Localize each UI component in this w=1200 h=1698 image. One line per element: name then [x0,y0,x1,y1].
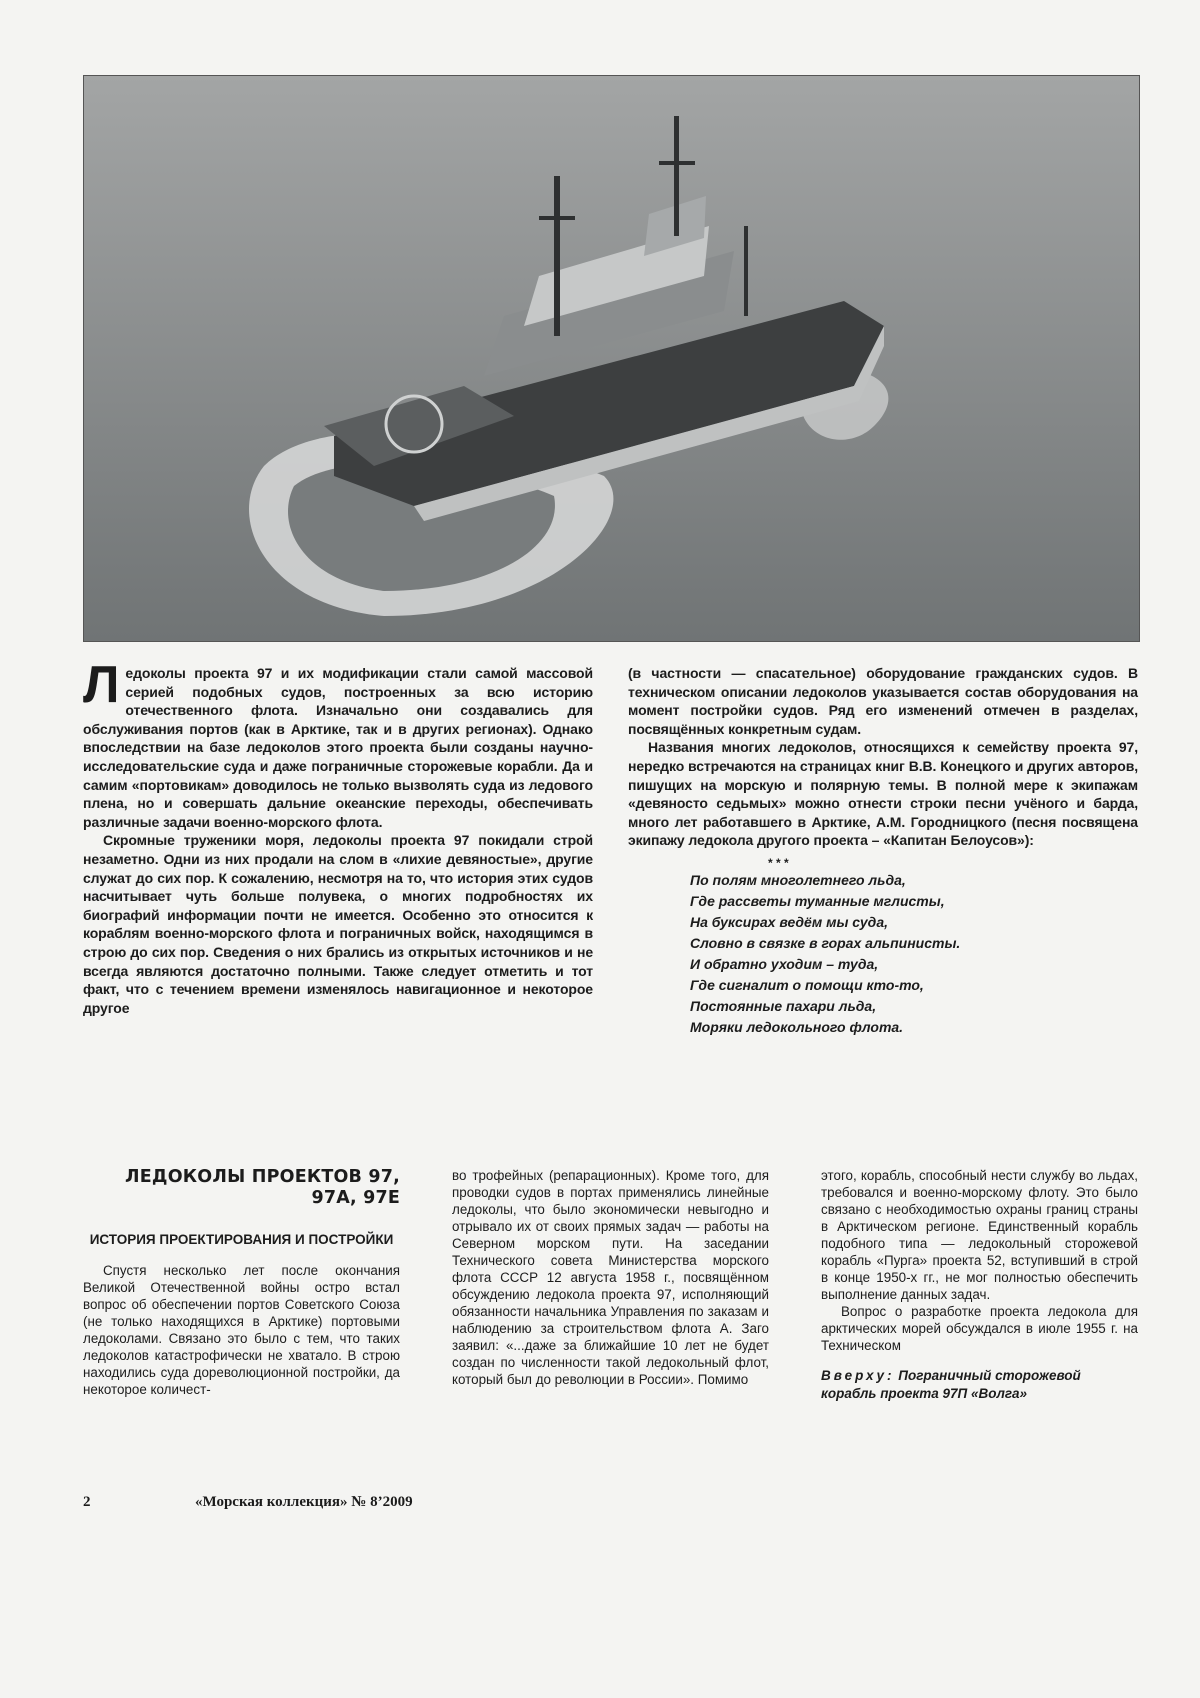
section-subtitle: ИСТОРИЯ ПРОЕКТИРОВАНИЯ И ПОСТРОЙКИ [89,1232,394,1247]
article-column-1 [83,1167,400,1403]
intro-paragraph: Ледоколы проекта 97 и их модификации стали самой массовой серией подобных судов, построенных за всю историю отечественного флота. Изначально они создавались для обслуживания портов (как в Арктике, так и в других регионах). Однако впоследствии на базе ледоколов этого проекта были созданы научно-исследовательские суда и даже пограничные сторожевые корабли. Да и самим «портовикам» доводилось не только вызволять суда из ледового плена, но и совершать дальние океанские переходы, обеспечивать различные задачи военно-морского флота. [83,656,593,830]
magazine-issue: «Морская коллекция» № 8’2009 [195,1494,413,1510]
caption-lead: Вверху: [821,1368,895,1383]
poem-line: По полям многолетнего льда, [690,871,906,888]
intro-column-right [628,664,1138,1038]
intro-paragraph: (в частности — спасательное) оборудование гражданских судов. В техническом описании ледоколов указывается состав оборудования на момент постройки судов. Ряд его изменений отмечен в разделах, посвящённых конкретным судам. [628,665,1138,737]
section-title: ЛЕДОКОЛЫ ПРОЕКТОВ 97, 97А, 97Е [125,1167,400,1208]
ship-photo [83,75,1140,642]
intro-column-left [83,656,593,1038]
article-paragraph: во трофейных (репарационных). Кроме того, для проводки судов в портах применялись линейные ледоколы, что было экономически невыгодно и отрывало их от своих прямых задач — работы на Северном морском пути. На заседании Технического совета Министерства морского флота СССР 12 августа 1958 г., посвящённом обсуждению ледокола проекта 97, исполняющий обязанности начальника Управления по заказам и наблюдению за строительством флота А. Заго заявил: «...даже за ближайшие 10 лет не будет создан по численности такой ледокольный флот, который был до революции в России». Помимо [452,1168,769,1387]
poem-line: Моряки ледокольного флота. [690,1018,904,1035]
poem-stars: * * * [768,855,789,870]
caption-text: Пограничный сторожевой корабль проекта 97П «Волга» [821,1368,1081,1401]
poem-line: И обратно уходим – туда, [690,955,879,972]
poem-line: Словно в связке в горах альпинисты. [690,934,961,951]
photo-caption [821,1367,1138,1403]
article-paragraph: этого, корабль, способный нести службу во льдах, требовался и военно-морскому флоту. Это было связано с необходимостью охраны границ страны в Арктическом регионе. Единственный корабль подобного типа — ледокольный сторожевой корабль «Пурга» проекта 52, вступивший в строй в конце 1950-х гг., не мог полностью обеспечить выполнение данных задач. [821,1168,1138,1302]
poem [628,856,1138,1038]
page-number: 2 [83,1494,91,1510]
intro-paragraph: Названия многих ледоколов, относящихся к семейству проекта 97, нередко встречаются на страницах книг В.В. Конецкого и других авторов, пишущих на морскую и полярную темы. В полной мере к экипажам «девяносто седьмых» можно отнести строки песни учёного и барда, много лет работавшего в Арктике, А.М. Городницкого (песня посвящена экипажу ледокола другого проекта – «Капитан Белоусов»): [628,739,1138,849]
poem-line: Постоянные пахари льда, [690,997,877,1014]
article-body [83,1167,1138,1403]
article-column-3 [821,1167,1138,1403]
intro-paragraph: Скромные труженики моря, ледоколы проекта 97 покидали строй незаметно. Одни из них продали на слом в «лихие девяностые», другие служат до сих пор. К сожалению, несмотря на то, что история этих судов насчитывает чуть больше полувека, о многих подробностях их биографий информации почти не имеется. Особенно это относится к кораблям военно-морского флота и пограничных войск, находящимся в строю до сих пор. Сведения о них брались из открытых источников и не всегда являются достаточно полными. Также следует отметить и тот факт, что с течением времени изменялось навигационное и некоторое другое [83,832,593,1016]
article-paragraph: Вопрос о разработке проекта ледокола для арктических морей обсуждался в июле 1955 г. на Техническом [821,1304,1138,1353]
poem-line: Где сигналит о помощи кто-то, [690,976,924,993]
poem-line: На буксирах ведём мы суда, [690,913,889,930]
ship-illustration [84,76,1139,641]
article-paragraph: Спустя несколько лет после окончания Великой Отечественной войны остро встал вопрос об обеспечении портов Советского Союза (не только находящихся в Арктике) портовыми ледоколами. Связано это было с тем, что таких ледоколов катастрофически не хватало. В строю находились суда дореволюционной постройки, да некоторое количест- [83,1263,400,1397]
article-column-2 [452,1167,769,1403]
intro-text [83,656,1138,1038]
poem-line: Где рассветы туманные мглисты, [690,892,945,909]
